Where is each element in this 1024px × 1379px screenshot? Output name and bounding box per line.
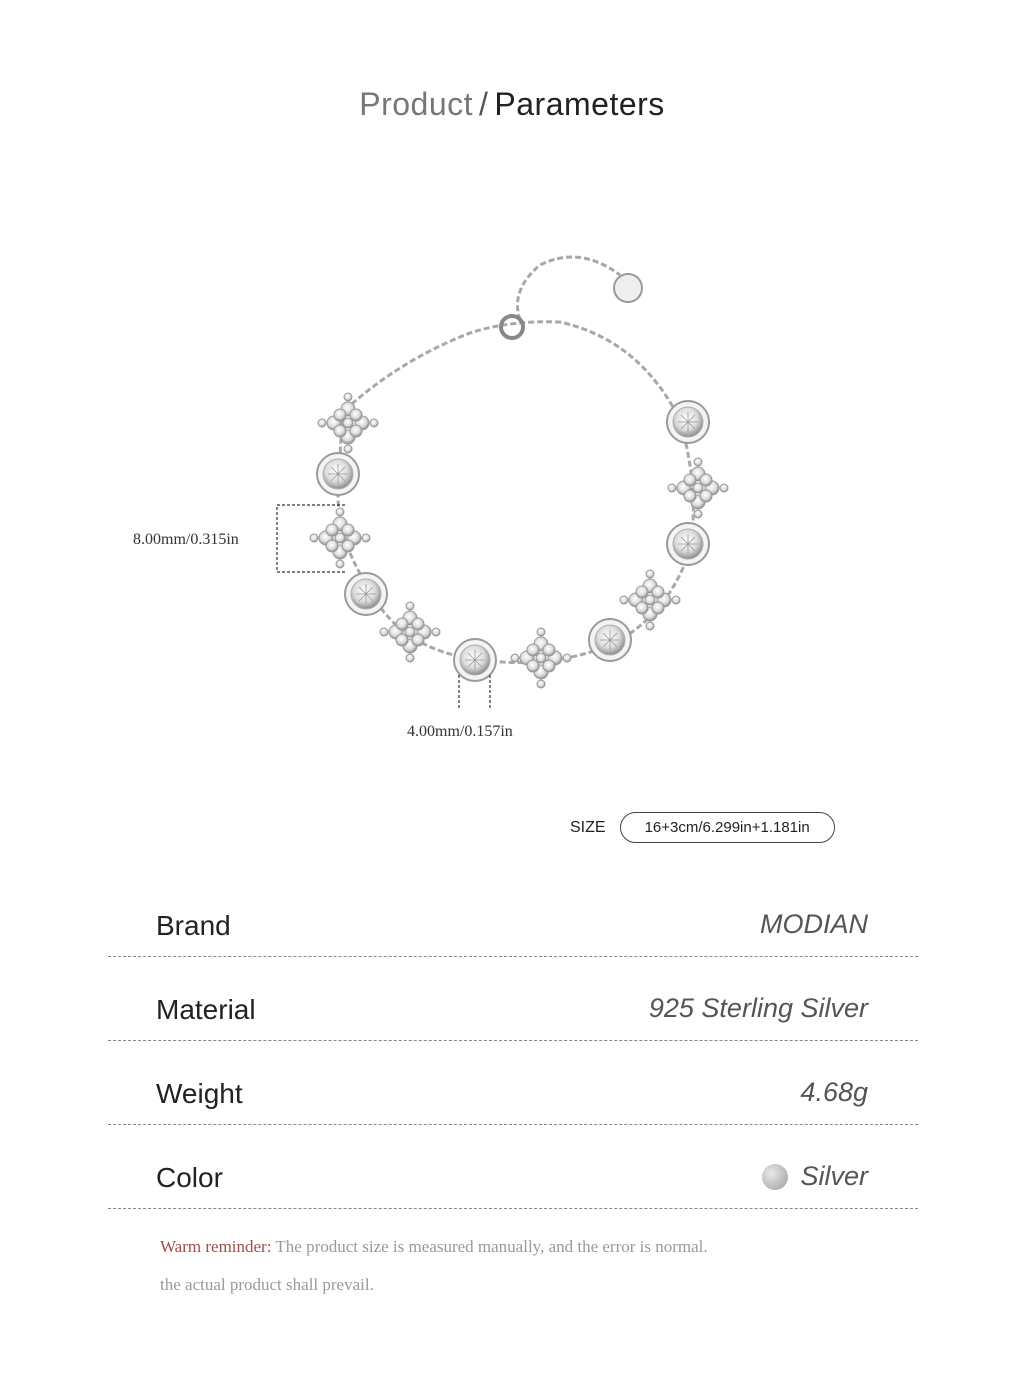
spec-label: Material <box>156 994 256 1025</box>
size-row <box>570 812 835 843</box>
color-value <box>762 1161 868 1192</box>
spec-row-weight <box>108 1040 918 1125</box>
warm-reminder <box>160 1228 860 1304</box>
spec-row-material <box>108 956 918 1041</box>
spec-label: Weight <box>156 1078 243 1109</box>
spec-label: Color <box>156 1162 223 1193</box>
reminder-prefix: Warm reminder: <box>160 1237 272 1256</box>
reminder-line2: the actual product shall prevail. <box>160 1275 374 1294</box>
title-product: Product <box>359 86 473 122</box>
size-label: SIZE <box>570 818 606 836</box>
clasp <box>501 316 523 338</box>
color-swatch-icon <box>762 1164 788 1190</box>
spec-value: Silver <box>800 1161 868 1191</box>
spec-value: 925 Sterling Silver <box>648 993 868 1023</box>
charm-tag <box>614 274 642 302</box>
spec-row-brand <box>108 872 918 957</box>
spec-value: MODIAN <box>760 909 868 939</box>
reminder-line1: The product size is measured manually, and the error is normal. <box>271 1237 708 1256</box>
spec-label: Brand <box>156 910 231 941</box>
spec-row-color <box>108 1124 918 1209</box>
title-parameters: Parameters <box>494 86 665 122</box>
title-separator: / <box>479 86 489 122</box>
height-dimension-label: 8.00mm/0.315in <box>133 531 239 548</box>
page-title <box>0 86 1024 123</box>
spec-value: 4.68g <box>800 1077 868 1107</box>
extender-chain <box>518 257 621 320</box>
bracelet-image <box>0 230 1024 750</box>
width-dimension-label: 4.00mm/0.157in <box>407 723 513 740</box>
size-pill: 16+3cm/6.299in+1.181in <box>620 812 835 843</box>
